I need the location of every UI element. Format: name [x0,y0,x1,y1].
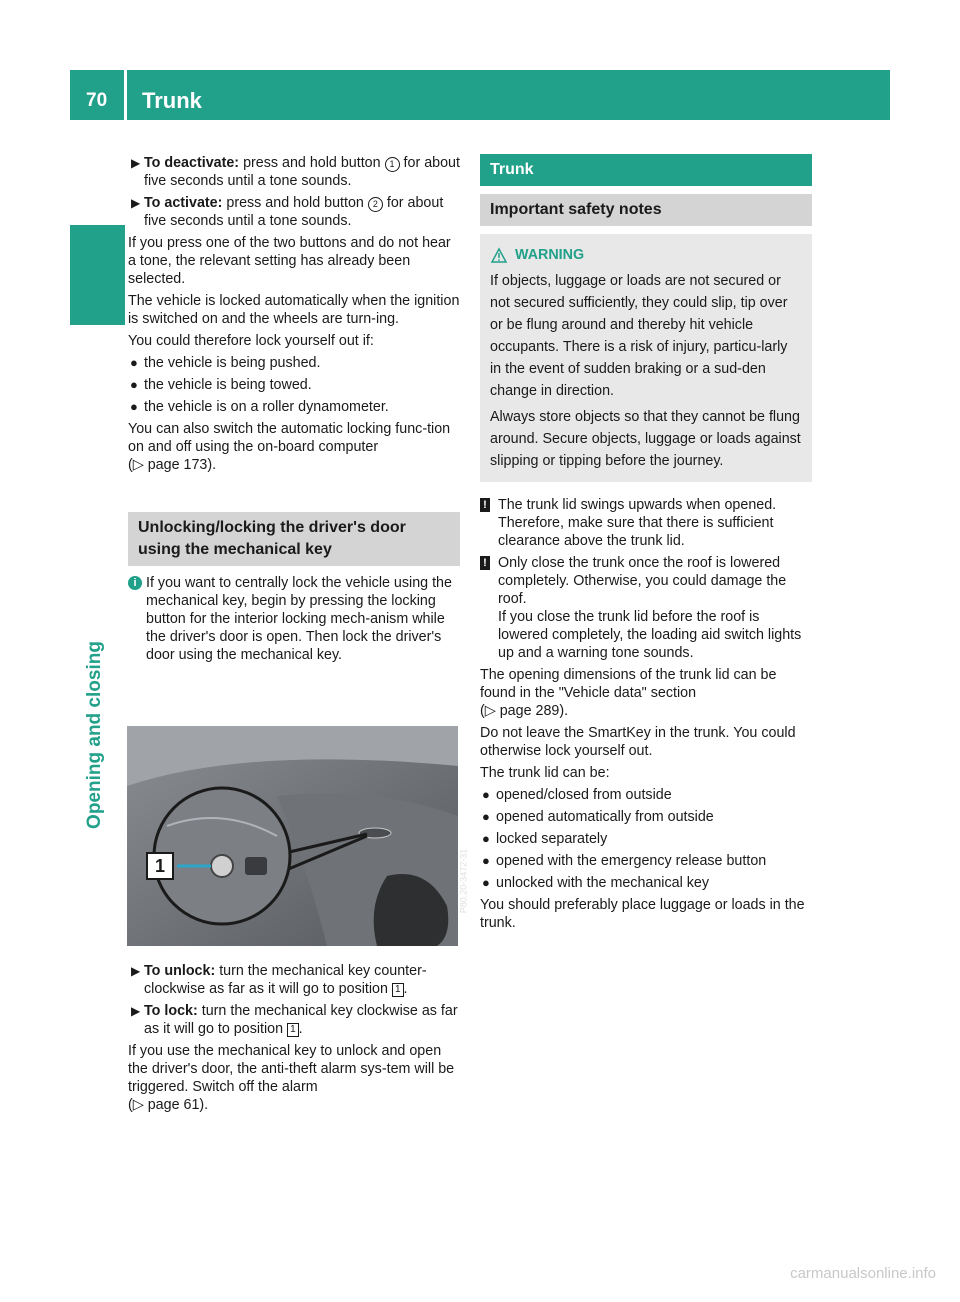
activate-label: To activate: [144,195,223,211]
paragraph-text: The opening dimensions of the trunk lid can be found in the "Vehicle data" section [480,667,777,701]
callout-icon: 2 [368,197,383,212]
unlock-step: ▶ To unlock: turn the mechanical key counter-clockwise as far as it will go to position 1 . [131,963,427,997]
list-item [128,354,460,372]
section-label-container [83,600,107,870]
paragraph-text: If you use the mechanical key to unlock and open the driver's door, the anti-theft alarm sys-tem will be triggered. Switch off the alarm [128,1043,455,1095]
paragraph [480,666,812,720]
left-column-lower [128,962,460,1118]
section-bar [480,154,812,186]
list-item [128,398,460,416]
left-column [128,154,460,668]
lock-label: To lock: [144,1003,198,1019]
deactivate-step [128,154,460,190]
list-item [480,830,812,848]
list-item-text: the vehicle is on a roller dynamometer. [144,399,389,415]
bullet-icon: ● [482,875,490,890]
paragraph [128,1042,460,1114]
arrow-right-icon: ▶ [131,196,141,210]
door-lock-figure [127,726,469,946]
bullet-icon: ● [482,853,490,868]
warning-triangle-icon [491,248,507,263]
bullet-icon: ● [482,809,490,824]
paragraph-text: You can also switch the automatic locking func-tion on and off using the on-board computer [128,421,451,455]
caution-note [480,496,812,550]
section-bar-title: Trunk [490,161,534,178]
arrow-right-icon: ▶ [131,156,141,170]
page-number: 70 [86,90,108,111]
section-label: Opening and closing [84,641,105,829]
list-item-text: opened/closed from outside [496,787,672,803]
chapter-title: Trunk [142,88,202,113]
figure-callout: 1 [154,856,165,876]
bullet-icon: ● [130,355,138,370]
bullet-icon: ● [482,831,490,846]
list-item-text: opened with the emergency release button [496,853,767,869]
deactivate-label: To deactivate: [144,155,240,171]
activate-text-2: for about five seconds until a tone sounds. [144,195,444,229]
note-text: If you close the trunk lid before the roof is lowered completely, the loading aid switch lights up and a warning tone sounds. [498,609,802,661]
section-tab [70,225,125,325]
info-text: If you want to centrally lock the vehicle using the mechanical key, begin by pressing the locking button for the interior locking mech-anism while the driver's door is open. Then lock the driver's door using the mechanical key. [146,575,452,663]
page-ref-link[interactable]: (▷ page 61). [128,1097,209,1113]
list-item-text: the vehicle is being towed. [144,377,312,393]
info-icon: i [128,576,142,590]
list-item-text: opened automatically from outside [496,809,714,825]
warning-header [515,244,802,266]
warning-box [480,234,812,482]
lock-text: turn the mechanical key clockwise as far as it will go to position [144,1003,458,1037]
page-ref-link[interactable]: (▷ page 173). [128,457,217,473]
callout-icon: 1 [385,157,400,172]
lock-step: ▶ To lock: turn the mechanical key clockwise as far as it will go to position 1 . [131,1003,458,1037]
list-item [480,852,812,870]
warning-text: If objects, luggage or loads are not secured or not secured sufficiently, they could slip, tip over or be flung around and thereby hit vehicle occupants. There is a risk of injury, particu-larly in the event of sudden braking or a sud-den change in direction. [490,273,788,399]
warning-text: Always store objects so that they cannot be flung around. Secure objects, luggage or loads against slipping or tipping before the journey. [490,409,801,469]
paragraph: You could therefore lock yourself out if: [128,333,374,349]
note-text: The trunk lid swings upwards when opened. Therefore, make sure that there is sufficient clearance above the trunk lid. [498,497,777,549]
bullet-icon: ● [130,377,138,392]
info-note [128,574,460,664]
note-text: Only close the trunk once the roof is lowered completely. Otherwise, you could damage the roof. [498,555,787,607]
position-key: 1 [287,1023,299,1037]
position-key: 1 [392,983,404,997]
list-item [480,874,812,892]
paragraph: You should preferably place luggage or loads in the trunk. [480,897,805,931]
warning-title: WARNING [515,247,585,263]
page-ref-link[interactable]: (▷ page 289). [480,703,569,719]
deactivate-text-2: for about five seconds until a tone sounds. [144,155,460,189]
unlock-label: To unlock: [144,963,216,979]
activate-text: press and hold button [226,195,364,211]
bullet-icon: ● [130,399,138,414]
list-item-text: unlocked with the mechanical key [496,875,709,891]
activate-step [128,194,460,230]
paragraph: The trunk lid can be: [480,765,610,781]
list-item [480,808,812,826]
list-item [128,376,460,394]
watermark: carmanualsonline.info [790,1265,936,1282]
paragraph [128,420,460,474]
list-item-text: locked separately [496,831,608,847]
exclamation-icon: ! [480,498,490,512]
arrow-right-icon: ▶ [131,1004,141,1018]
deactivate-text: press and hold button [243,155,381,171]
section-heading-bar [128,512,460,566]
figure-code: P80.20-3472-31 [458,848,469,914]
right-column [480,154,812,936]
bullet-icon: ● [482,787,490,802]
exclamation-icon: ! [480,556,490,570]
list-item [480,786,812,804]
header-divider [124,70,127,120]
paragraph: The vehicle is locked automatically when the ignition is switched on and the wheels are turn-ing. [128,293,460,327]
caution-note [480,554,812,662]
section-heading: Unlocking/locking the driver's door using the mechanical key [138,519,406,558]
car-door-illustration [127,726,458,946]
subsection-title: Important safety notes [490,201,662,218]
arrow-right-icon: ▶ [131,964,141,978]
subsection-bar [480,194,812,226]
paragraph: If you press one of the two buttons and do not hear a tone, the relevant setting has already been selected. [128,235,451,287]
unlock-text: turn the mechanical key counter-clockwise as far as it will go to position [144,963,427,997]
paragraph: Do not leave the SmartKey in the trunk. You could otherwise lock yourself out. [480,725,796,759]
list-item-text: the vehicle is being pushed. [144,355,321,371]
